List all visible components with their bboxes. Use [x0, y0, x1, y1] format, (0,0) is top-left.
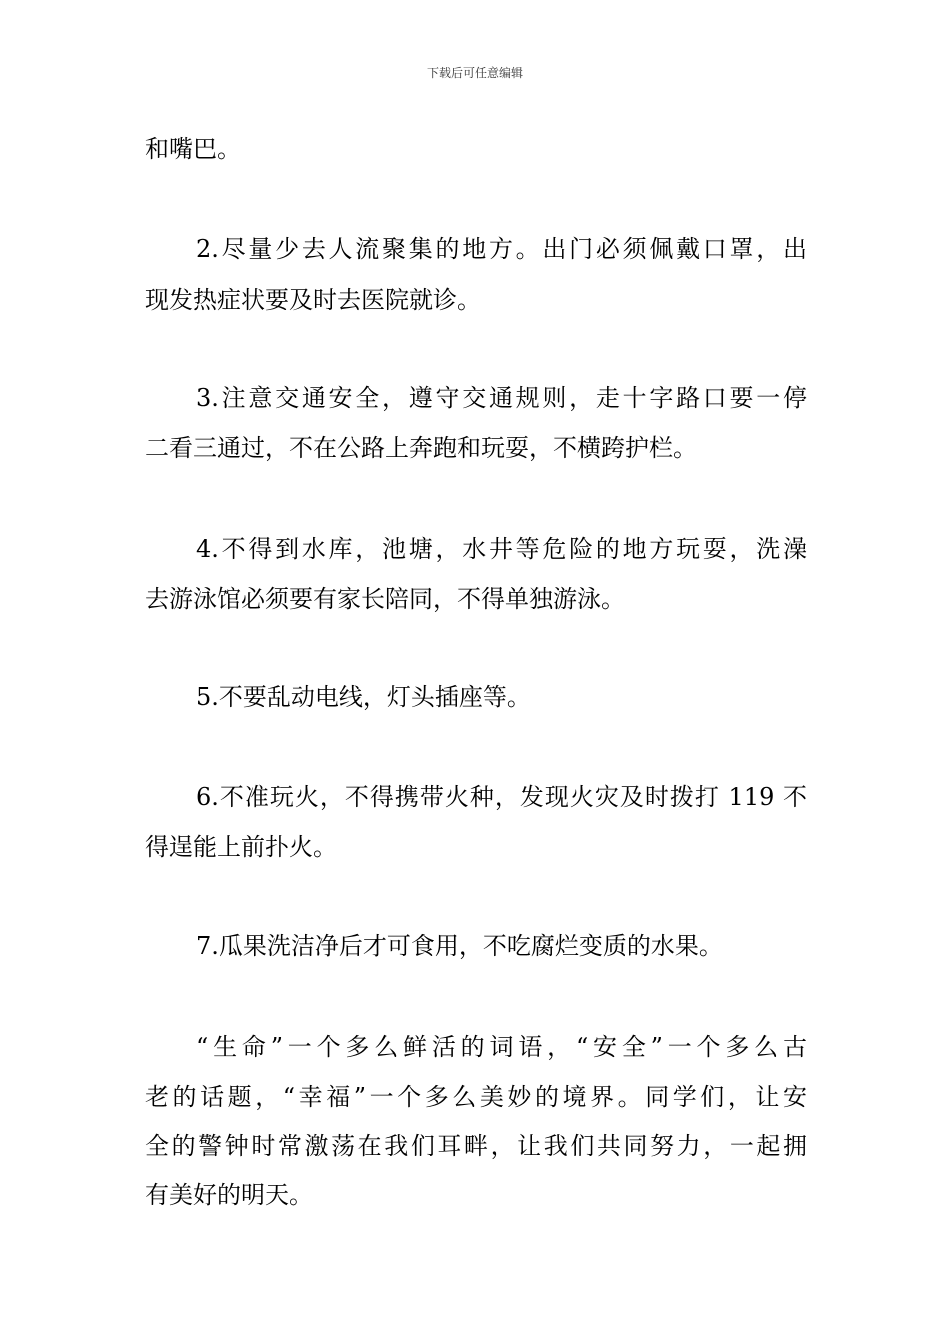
text-line: “生命”一个多么鲜活的词语，“安全”一个多么古 — [196, 1033, 807, 1061]
text-line: 3.注意交通安全，遵守交通规则，走十字路口要一停 — [196, 384, 807, 412]
text-line: 和嘴巴。 — [145, 135, 241, 163]
text-line: 老的话题，“幸福”一个多么美妙的境界。同学们，让安 — [145, 1083, 807, 1111]
text-line: 6.不准玩火，不得携带火种，发现火灾及时拨打 119 不 — [196, 783, 807, 811]
text-line: 5.不要乱动电线，灯头插座等。 — [196, 683, 531, 711]
text-line: 有美好的明天。 — [145, 1181, 313, 1209]
text-line: 7.瓜果洗洁净后才可食用，不吃腐烂变质的水果。 — [196, 932, 723, 960]
page-header: 下载后可任意编辑 — [426, 66, 523, 80]
text-line: 2.尽量少去人流聚集的地方。出门必须佩戴口罩，出 — [196, 235, 807, 263]
text-line: 4.不得到水库，池塘，水井等危险的地方玩耍，洗澡 — [196, 535, 807, 563]
text-line: 全的警钟时常激荡在我们耳畔，让我们共同努力，一起拥 — [145, 1132, 807, 1160]
text-line: 现发热症状要及时去医院就诊。 — [145, 286, 481, 314]
text-line: 去游泳馆必须要有家长陪同，不得单独游泳。 — [145, 585, 625, 613]
text-line: 二看三通过，不在公路上奔跑和玩耍，不横跨护栏。 — [145, 434, 697, 462]
text-line: 得逞能上前扑火。 — [145, 833, 337, 861]
